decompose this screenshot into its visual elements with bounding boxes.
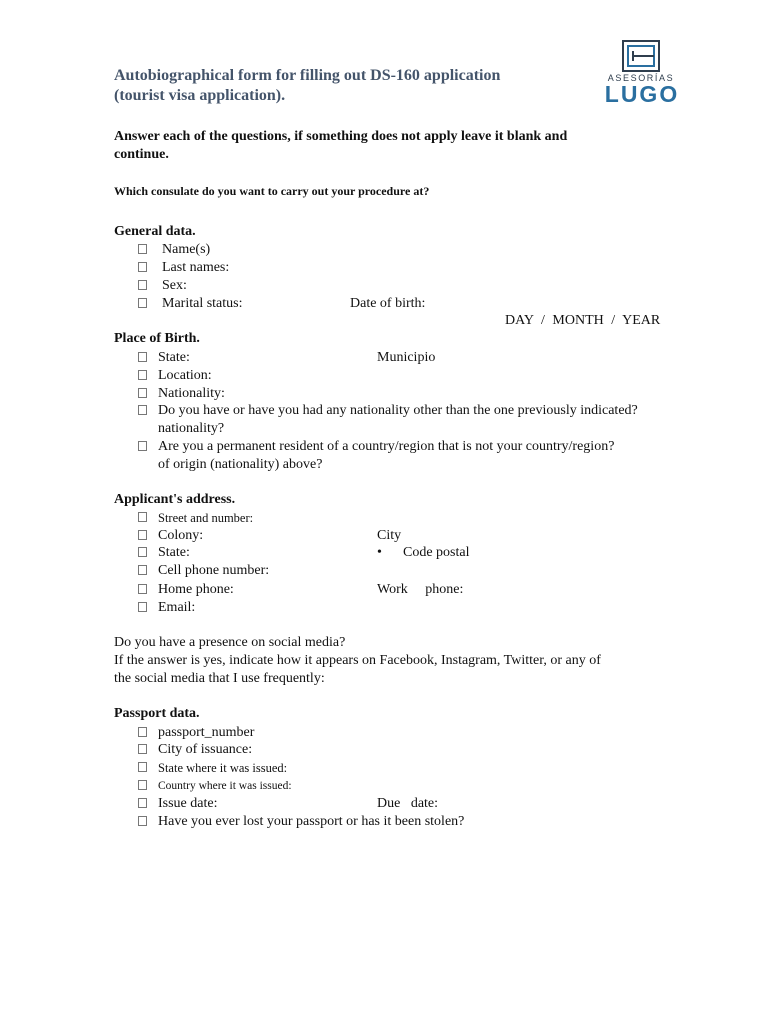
instructions-line-1: Answer each of the questions, if something does not apply leave it blank and — [114, 129, 568, 144]
postal-code-label: Code postal — [403, 545, 470, 560]
checkbox[interactable] — [138, 405, 147, 415]
field-label: Are you a permanent resident of a country/region that is not your country/region? — [158, 439, 615, 454]
checkbox[interactable] — [138, 244, 147, 254]
checkbox[interactable] — [138, 762, 147, 772]
company-logo — [598, 40, 684, 106]
checkbox[interactable] — [138, 441, 147, 451]
section-passport-heading: Passport data. — [114, 706, 200, 721]
field-label: Name(s) — [162, 242, 211, 257]
checkbox[interactable] — [138, 262, 147, 272]
field-label: Do you have or have you had any nationality other than the one previously indicated? — [158, 403, 638, 418]
checkbox[interactable] — [138, 388, 147, 398]
checkbox[interactable] — [138, 547, 147, 557]
title-line-1: Autobiographical form for filling out DS-160 application — [114, 67, 501, 84]
checkbox[interactable] — [138, 816, 147, 826]
social-instructions-2: the social media that I use frequently: — [114, 671, 325, 686]
field-label: Home phone: — [158, 582, 234, 597]
field-label: Street and number: — [158, 511, 254, 525]
checkbox[interactable] — [138, 352, 147, 362]
field-label: State: — [158, 350, 190, 365]
checkbox[interactable] — [138, 298, 147, 308]
field-label: Have you ever lost your passport or has it been stolen? — [158, 814, 465, 829]
field-label: Nationality: — [158, 386, 225, 401]
field-permanent-resident-cont: of origin (nationality) above? — [158, 457, 323, 472]
instructions-line-2: continue. — [114, 147, 169, 162]
field-label: passport_number — [158, 725, 255, 740]
due-date-label: Due date: — [377, 796, 439, 811]
consulate-question: Which consulate do you want to carry out your procedure at? — [114, 184, 430, 198]
date-of-birth-label: Date of birth: — [350, 296, 426, 311]
field-label: Last names: — [162, 260, 230, 275]
field-label: Email: — [158, 600, 196, 615]
checkbox[interactable] — [138, 530, 147, 540]
checkbox[interactable] — [138, 370, 147, 380]
field-label: Issue date: — [158, 796, 218, 811]
field-label: Cell phone number: — [158, 563, 270, 578]
checkbox[interactable] — [138, 798, 147, 808]
checkbox[interactable] — [138, 584, 147, 594]
field-label: State: — [158, 545, 190, 560]
checkbox[interactable] — [138, 780, 147, 790]
section-address-heading: Applicant's address. — [114, 492, 236, 507]
checkbox[interactable] — [138, 744, 147, 754]
date-format-hint: DAY / MONTH / YEAR — [505, 313, 661, 328]
field-label: State where it was issued: — [158, 761, 288, 775]
work-phone-label: Work phone: — [377, 582, 464, 597]
title-line-2: (tourist visa application). — [114, 87, 286, 104]
document-title — [114, 66, 574, 106]
checkbox[interactable] — [138, 565, 147, 575]
checkbox[interactable] — [138, 602, 147, 612]
checkbox[interactable] — [138, 280, 147, 290]
logo-mark-icon — [622, 40, 660, 72]
field-other-nationality-cont: nationality? — [158, 421, 225, 436]
section-birth-heading: Place of Birth. — [114, 331, 200, 346]
logo-brand: LUGO — [604, 81, 680, 107]
field-label: Colony: — [158, 528, 204, 543]
bullet-icon: • — [377, 545, 382, 560]
section-general-heading: General data. — [114, 224, 196, 239]
city-label: City — [377, 528, 402, 543]
logo-subtitle: ASESORÍAS — [607, 73, 675, 83]
field-label: Marital status: — [162, 296, 243, 311]
municipio-label: Municipio — [377, 350, 436, 365]
checkbox[interactable] — [138, 727, 147, 737]
checkbox[interactable] — [138, 512, 147, 522]
field-label: Location: — [158, 368, 212, 383]
field-label: Sex: — [162, 278, 187, 293]
field-label: Country where it was issued: — [158, 780, 292, 792]
social-question: Do you have a presence on social media? — [114, 635, 346, 650]
instructions — [114, 128, 634, 164]
social-instructions-1: If the answer is yes, indicate how it appears on Facebook, Instagram, Twitter, or any of — [114, 653, 601, 668]
field-label: City of issuance: — [158, 742, 253, 757]
